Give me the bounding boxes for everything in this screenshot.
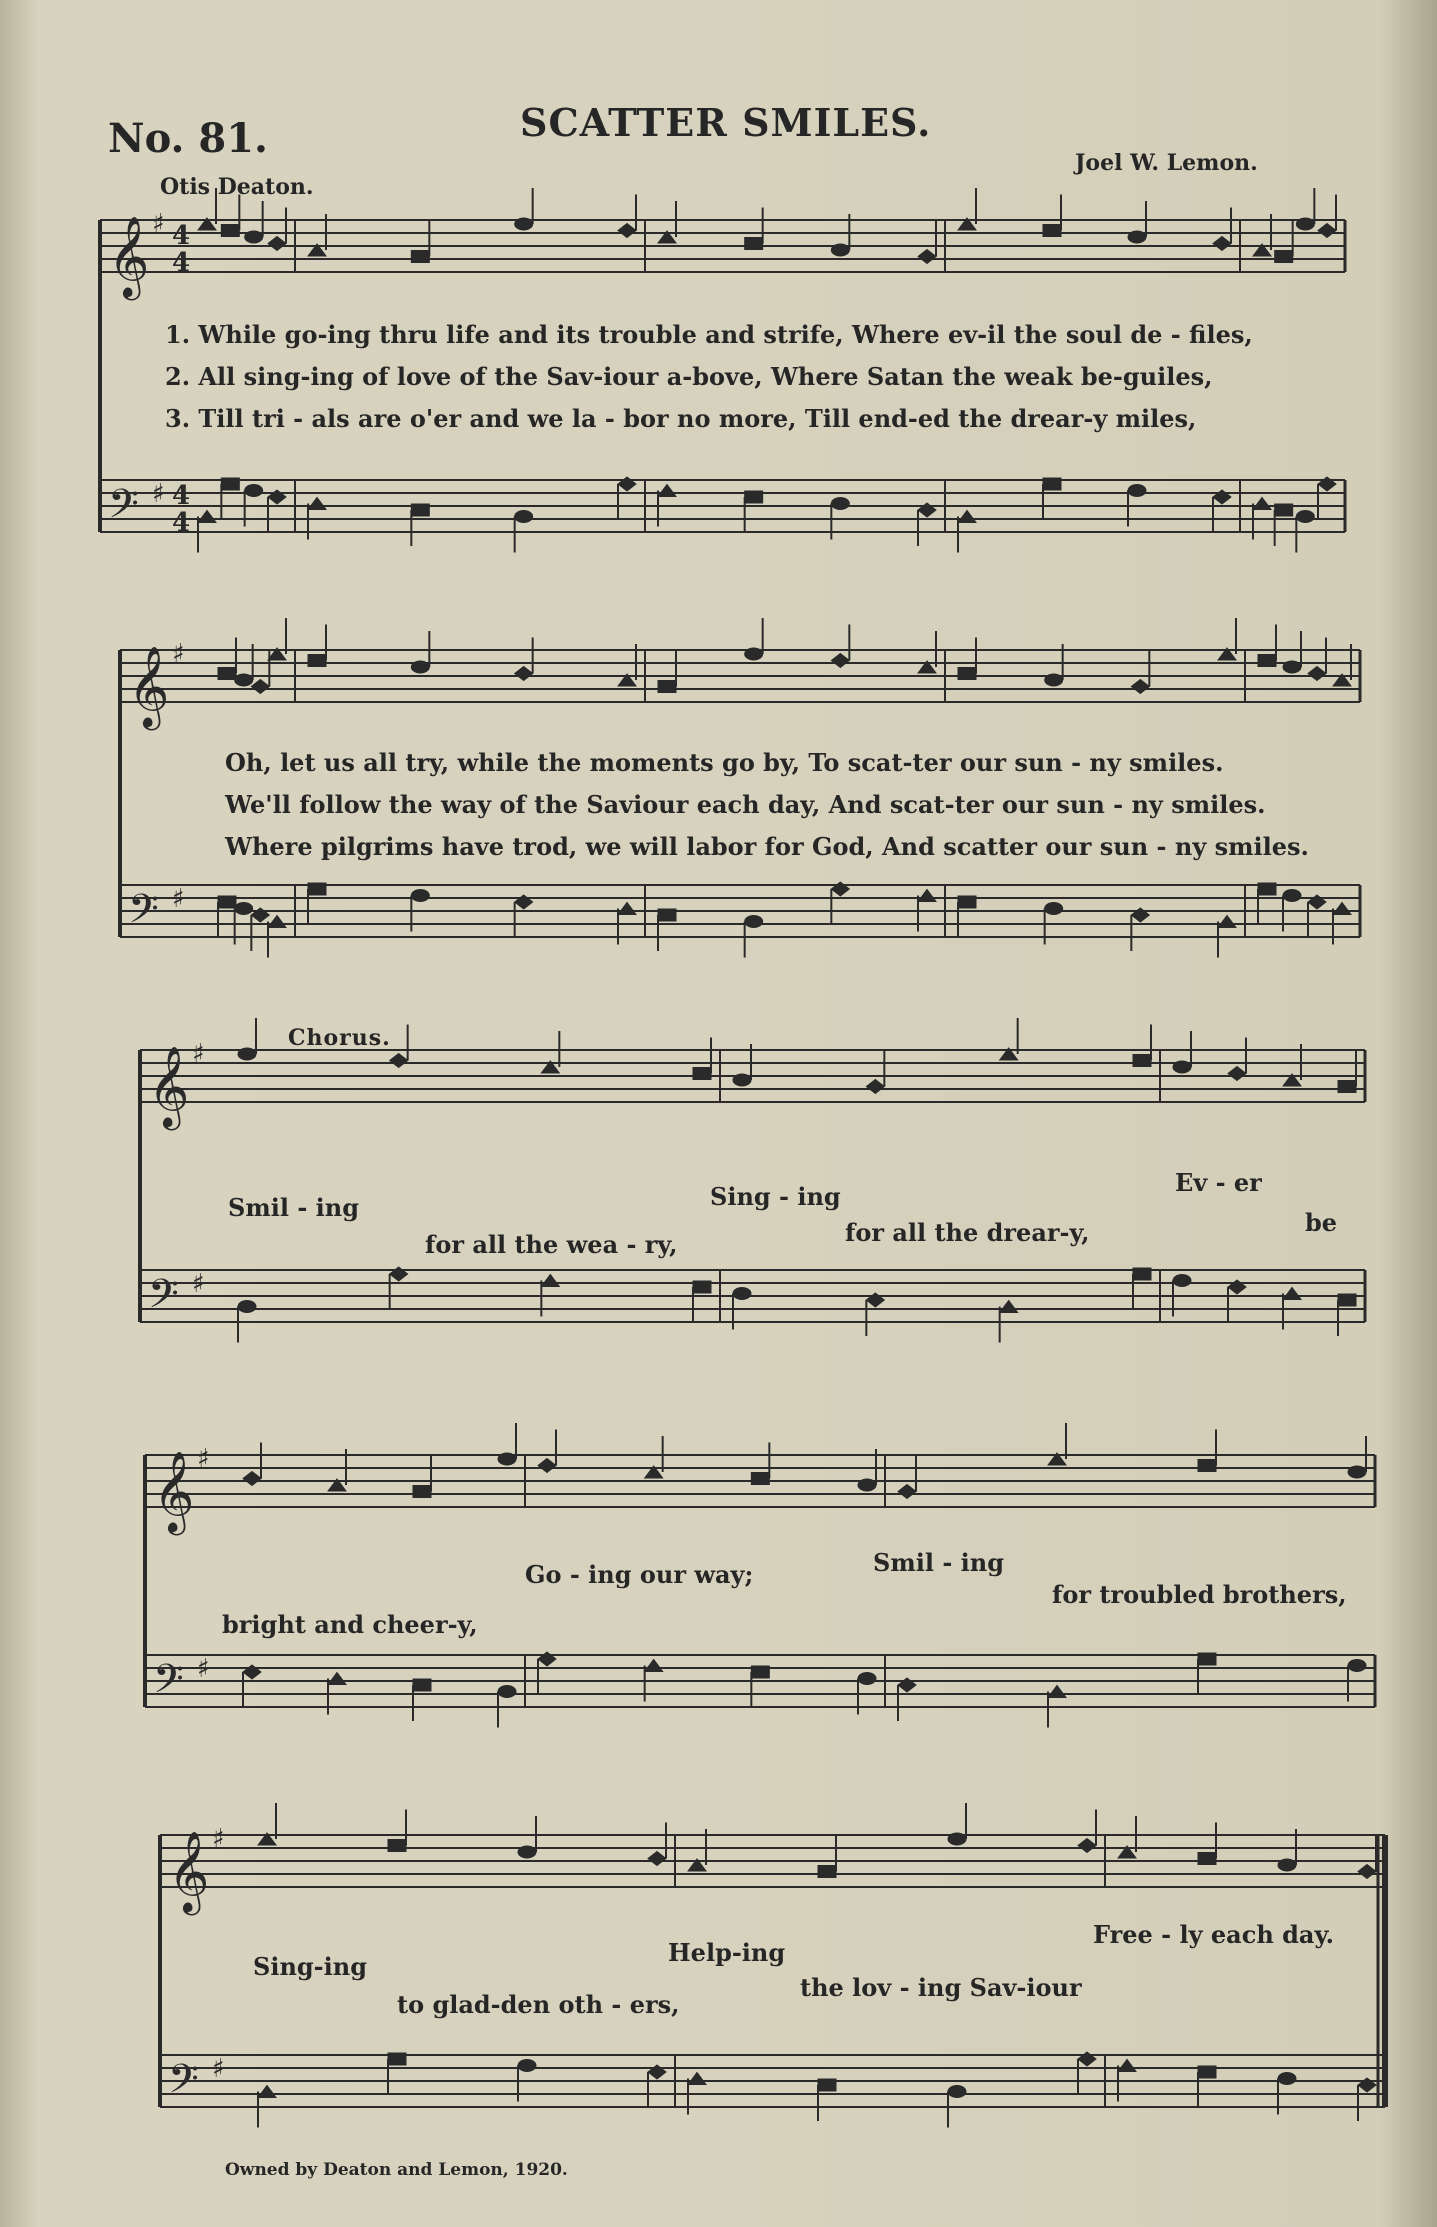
note-head [1078, 1839, 1096, 1853]
lyricist-credit: Otis Deaton. [160, 174, 314, 200]
note-head [1296, 218, 1314, 230]
refrain-line-2: We'll follow the way of the Saviour each day, And scat-ter our sun - ny smiles. [225, 790, 1266, 819]
note-head [221, 225, 239, 237]
bass-clef-icon: 𝄢 [153, 1656, 184, 1712]
note-head [1338, 1081, 1356, 1093]
note-head [308, 655, 326, 667]
note-head [245, 485, 263, 497]
sharp-icon: ♯ [212, 1824, 225, 1854]
note-head [1045, 903, 1063, 915]
chorus-lyric: be [1305, 1208, 1338, 1237]
chorus-lyric: for all the wea - ry, [425, 1230, 678, 1259]
sharp-icon: ♯ [172, 639, 185, 669]
sharp-icon: ♯ [197, 1654, 210, 1684]
chorus-lyric: Help-ing [668, 1938, 786, 1967]
note-head [218, 896, 236, 908]
note-head [1348, 1660, 1366, 1672]
chorus-lyric: Sing-ing [253, 1952, 367, 1981]
note-head [498, 1686, 516, 1698]
verse-line-1: 1. While go-ing thru life and its trouble and strife, Where ev-il the soul de - files, [165, 320, 1253, 349]
treble-clef-icon: 𝄞 [148, 1045, 190, 1127]
time-signature: 4 [172, 481, 191, 511]
note-head [518, 2060, 536, 2072]
note-head [388, 2053, 406, 2065]
treble-clef-icon: 𝄞 [108, 215, 150, 297]
note-head [1296, 511, 1314, 523]
note-head [751, 1666, 769, 1678]
sharp-icon: ♯ [152, 209, 165, 239]
refrain-line-1: Oh, let us all try, while the moments go by, To scat-ter our sun - ny smiles. [225, 748, 1224, 777]
note-head [1131, 680, 1149, 694]
note-head [1198, 1653, 1216, 1665]
note-head [1283, 890, 1301, 902]
note-head [411, 661, 429, 673]
chorus-lyric: for troubled brothers, [1052, 1580, 1347, 1609]
note-head [198, 511, 216, 523]
chorus-lyric: Go - ing our way; [525, 1560, 754, 1589]
note-head [1133, 1268, 1151, 1280]
note-head [745, 916, 763, 928]
sharp-icon: ♯ [212, 2054, 225, 2084]
note-head [733, 1288, 751, 1300]
note-head [518, 1846, 536, 1858]
time-signature: 4 [172, 508, 191, 538]
note-head [411, 251, 429, 263]
note-head [658, 485, 676, 497]
note-head [1213, 237, 1231, 251]
note-head [658, 909, 676, 921]
note-head [958, 896, 976, 908]
note-head [218, 668, 236, 680]
note-head [1048, 1686, 1066, 1698]
time-signature: 4 [172, 221, 191, 251]
note-head [245, 231, 263, 243]
note-head [658, 681, 676, 693]
note-head [411, 504, 429, 516]
verse-line-3: 3. Till tri - als are o'er and we la - bor no more, Till end-ed the drear-y miles, [165, 404, 1197, 433]
note-head [538, 1459, 556, 1473]
chorus-label: Chorus. [288, 1025, 391, 1051]
note-head [1275, 504, 1293, 516]
treble-clef-icon: 𝄞 [153, 1450, 195, 1532]
note-head [1275, 251, 1293, 263]
bass-clef-icon: 𝄢 [148, 1271, 179, 1327]
hymn-number: No. 81. [108, 115, 268, 162]
note-head [308, 883, 326, 895]
sharp-icon: ♯ [192, 1269, 205, 1299]
note-head [818, 1866, 836, 1878]
note-head [268, 916, 286, 928]
note-head [1000, 1301, 1018, 1313]
note-head [693, 1068, 711, 1080]
chorus-lyric: Free - ly each day. [1093, 1920, 1335, 1949]
note-head [1283, 661, 1301, 673]
note-head [1253, 498, 1271, 510]
note-head [1283, 1288, 1301, 1300]
chorus-lyric: Ev - er [1175, 1168, 1262, 1197]
composer-credit: Joel W. Lemon. [1075, 150, 1258, 176]
time-signature: 4 [172, 248, 191, 278]
note-head [918, 890, 936, 902]
note-head [1218, 916, 1236, 928]
note-head [1228, 1067, 1246, 1081]
note-head [1043, 478, 1061, 490]
note-head [1043, 225, 1061, 237]
note-head [1358, 1865, 1376, 1879]
note-head [1045, 674, 1063, 686]
note-head [328, 1673, 346, 1685]
note-head [1198, 1853, 1216, 1865]
note-head [388, 1840, 406, 1852]
chorus-lyric: Smil - ing [873, 1548, 1004, 1577]
note-head [1133, 1055, 1151, 1067]
refrain-line-3: Where pilgrims have trod, we will labor for God, And scatter our sun - ny smiles. [225, 832, 1309, 861]
note-head [688, 2073, 706, 2085]
note-head [1338, 1294, 1356, 1306]
note-head [238, 1048, 256, 1060]
note-head [541, 1275, 559, 1287]
note-head [733, 1074, 751, 1086]
note-head [390, 1054, 408, 1068]
note-head [693, 1281, 711, 1293]
note-head [251, 680, 269, 694]
note-head [745, 491, 763, 503]
note-head [221, 478, 239, 490]
note-head [1128, 485, 1146, 497]
note-head [1198, 2066, 1216, 2078]
note-head [866, 1080, 884, 1094]
note-head [238, 1301, 256, 1313]
note-head [648, 1852, 666, 1866]
note-head [1258, 655, 1276, 667]
note-head [413, 1486, 431, 1498]
note-head [858, 1673, 876, 1685]
note-head [1173, 1061, 1191, 1073]
note-head [831, 498, 849, 510]
note-head [958, 668, 976, 680]
bass-clef-icon: 𝄢 [168, 2056, 199, 2112]
note-head [1118, 2060, 1136, 2072]
note-head [258, 2086, 276, 2098]
note-head [751, 1473, 769, 1485]
bass-clef-icon: 𝄢 [128, 886, 159, 942]
note-head [645, 1660, 663, 1672]
verse-line-2: 2. All sing-ing of love of the Sav-iour a-bove, Where Satan the weak be-guiles, [165, 362, 1213, 391]
copyright-footer: Owned by Deaton and Lemon, 1920. [225, 2160, 568, 2180]
note-head [1308, 667, 1326, 681]
sharp-icon: ♯ [192, 1039, 205, 1069]
note-head [745, 648, 763, 660]
note-head [618, 224, 636, 238]
note-head [515, 218, 533, 230]
note-head [1333, 903, 1351, 915]
note-head [515, 667, 533, 681]
note-head [235, 674, 253, 686]
note-head [818, 2079, 836, 2091]
note-head [618, 903, 636, 915]
note-head [831, 654, 849, 668]
note-head [1278, 1859, 1296, 1871]
note-head [268, 237, 286, 251]
note-head [515, 511, 533, 523]
bass-clef-icon: 𝄢 [108, 481, 139, 537]
hymn-title: SCATTER SMILES. [520, 100, 932, 145]
note-head [898, 1485, 916, 1499]
note-head [858, 1479, 876, 1491]
note-head [235, 903, 253, 915]
note-head [948, 2086, 966, 2098]
note-head [745, 238, 763, 250]
note-head [1128, 231, 1146, 243]
note-head [411, 890, 429, 902]
note-head [831, 244, 849, 256]
sharp-icon: ♯ [172, 884, 185, 914]
note-head [1278, 2073, 1296, 2085]
chorus-lyric: the lov - ing Sav-iour [800, 1973, 1082, 2002]
note-head [1348, 1466, 1366, 1478]
note-head [413, 1679, 431, 1691]
note-head [243, 1472, 261, 1486]
chorus-lyric: Sing - ing [710, 1182, 841, 1211]
note-head [918, 250, 936, 264]
note-head [948, 1833, 966, 1845]
chorus-lyric: Smil - ing [228, 1193, 359, 1222]
note-head [498, 1453, 516, 1465]
note-head [1198, 1460, 1216, 1472]
note-head [1318, 224, 1336, 238]
note-head [1173, 1275, 1191, 1287]
treble-clef-icon: 𝄞 [128, 645, 170, 727]
chorus-lyric: for all the drear-y, [845, 1218, 1090, 1247]
sharp-icon: ♯ [152, 479, 165, 509]
chorus-lyric: to glad-den oth - ers, [397, 1990, 680, 2019]
sharp-icon: ♯ [197, 1444, 210, 1474]
note-head [958, 511, 976, 523]
chorus-lyric: bright and cheer-y, [222, 1610, 478, 1639]
note-head [1258, 883, 1276, 895]
note-head [308, 498, 326, 510]
treble-clef-icon: 𝄞 [168, 1830, 210, 1912]
